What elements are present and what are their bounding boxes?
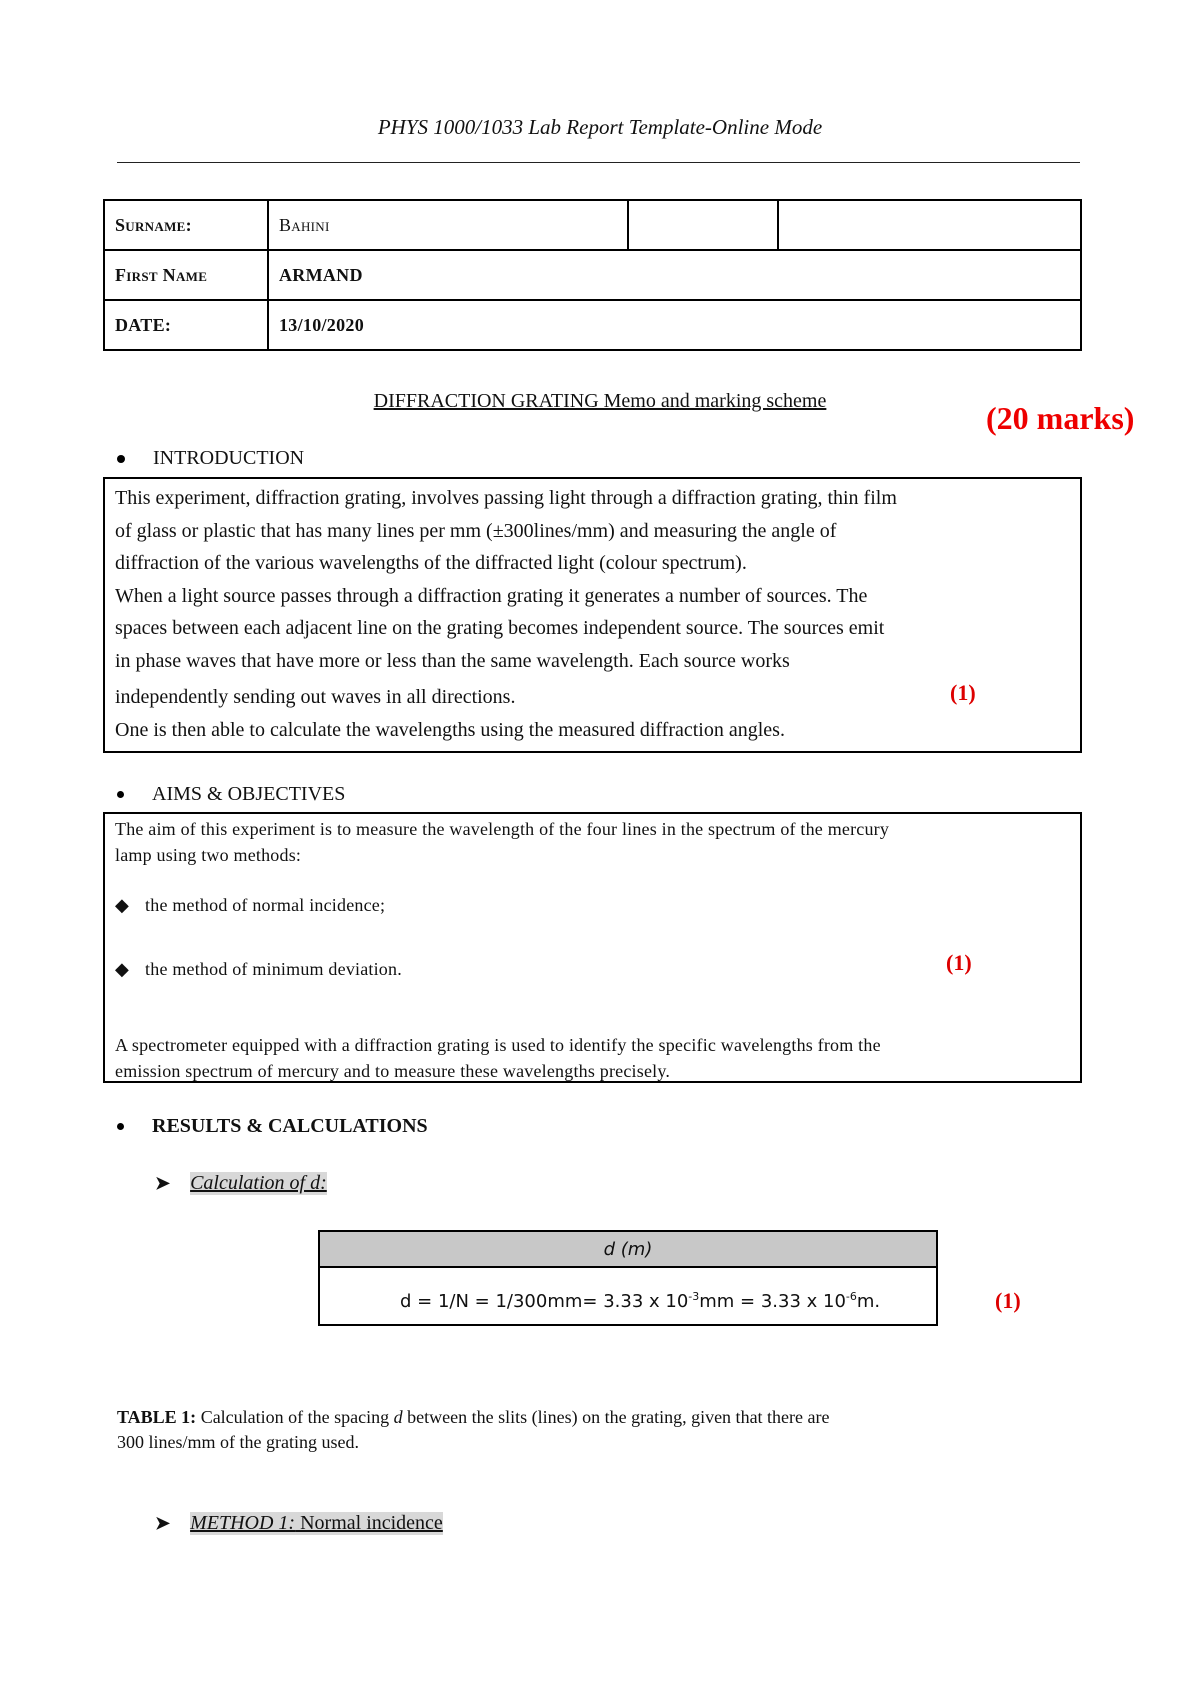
first-name-value: ARMAND bbox=[268, 250, 1081, 300]
caption-line: 300 lines/mm of the grating used. bbox=[117, 1432, 359, 1452]
aims-box bbox=[103, 812, 1082, 1083]
exponent: -3 bbox=[688, 1290, 700, 1303]
table-row bbox=[104, 200, 1081, 250]
table-header: d (m) bbox=[319, 1231, 937, 1267]
intro-line: spaces between each adjacent line on the grating becomes independent source. The sources emit bbox=[115, 617, 885, 639]
intro-line: of glass or plastic that has many lines per mm (±300lines/mm) and measuring the angle of bbox=[115, 519, 837, 542]
calc-d-label: Calculation of d: bbox=[190, 1172, 327, 1194]
method1-label: METHOD 1: bbox=[190, 1512, 296, 1534]
caption-text: between the slits (lines) on the grating, given that there are bbox=[402, 1407, 830, 1427]
aims-heading-text: AIMS & OBJECTIVES bbox=[152, 783, 346, 805]
aims-heading bbox=[117, 783, 345, 806]
method-text: the method of minimum deviation. bbox=[145, 959, 402, 979]
introduction-heading bbox=[117, 447, 304, 470]
method1-subheading bbox=[155, 1512, 443, 1535]
empty-cell bbox=[628, 200, 778, 250]
intro-line: One is then able to calculate the wavelengths using the measured diffraction angles. bbox=[115, 718, 785, 741]
bullet-icon bbox=[117, 1123, 124, 1130]
first-name-label: First Name bbox=[104, 250, 268, 300]
exponent: -6 bbox=[845, 1290, 857, 1303]
results-heading-text: RESULTS & CALCULATIONS bbox=[152, 1115, 428, 1137]
date-label: DATE: bbox=[104, 300, 268, 350]
method-list-item bbox=[115, 892, 1070, 918]
d-formula-cell bbox=[319, 1267, 937, 1325]
table-row bbox=[104, 300, 1081, 350]
document-title: DIFFRACTION GRATING Memo and marking scheme bbox=[373, 390, 827, 412]
aims-closing-line: A spectrometer equipped with a diffraction grating is used to identify the specific wavelengths from the bbox=[115, 1035, 881, 1055]
d-formula-part: m. bbox=[856, 1291, 881, 1312]
caption-variable: d bbox=[393, 1407, 403, 1427]
caption-label: TABLE 1: bbox=[117, 1407, 197, 1427]
arrow-bullet-icon: ➤ bbox=[155, 1513, 171, 1533]
document-header-title: PHYS 1000/1033 Lab Report Template-Online Mode bbox=[377, 115, 823, 139]
d-formula bbox=[400, 1290, 880, 1324]
d-formula-part: mm = 3.33 x 10 bbox=[699, 1291, 846, 1312]
intro-line: independently sending out waves in all directions. bbox=[115, 686, 516, 708]
aims-mark: (1) bbox=[946, 950, 972, 975]
date-value: 13/10/2020 bbox=[268, 300, 1081, 350]
header-divider bbox=[117, 162, 1080, 163]
method-text: the method of normal incidence; bbox=[145, 895, 386, 915]
intro-line: This experiment, diffraction grating, involves passing light through a diffraction grating, thin film bbox=[115, 487, 897, 509]
introduction-heading-text: INTRODUCTION bbox=[153, 447, 305, 469]
method1-text: Normal incidence bbox=[295, 1512, 443, 1534]
introduction-mark: (1) bbox=[950, 680, 976, 705]
diamond-bullet-icon: ◆ bbox=[115, 959, 130, 979]
d-calculation-table bbox=[318, 1230, 938, 1326]
aims-intro-line: lamp using two methods: bbox=[115, 845, 302, 865]
method1-label-wrap bbox=[190, 1512, 443, 1535]
d-formula-part: d = 1/N = 1/300mm= 3.33 x 10 bbox=[400, 1291, 689, 1312]
introduction-box bbox=[103, 477, 1082, 753]
table-caption bbox=[117, 1405, 1017, 1455]
aims-closing-line: emission spectrum of mercury and to measure these wavelengths precisely. bbox=[115, 1061, 671, 1081]
surname-value: Bahini bbox=[268, 200, 628, 250]
diamond-bullet-icon: ◆ bbox=[115, 895, 130, 915]
caption-line bbox=[117, 1405, 1017, 1430]
student-info-table bbox=[103, 199, 1082, 351]
arrow-bullet-icon: ➤ bbox=[155, 1173, 171, 1193]
d-calc-mark: (1) bbox=[995, 1288, 1021, 1313]
bullet-icon bbox=[117, 455, 125, 463]
results-heading bbox=[117, 1115, 428, 1138]
method-list-item bbox=[115, 956, 1070, 982]
total-marks: (20 marks) bbox=[986, 400, 1135, 436]
aims-intro-line: The aim of this experiment is to measure the wavelength of the four lines in the spectrum of the mercury bbox=[115, 819, 890, 839]
empty-cell bbox=[778, 200, 1081, 250]
surname-label: Surname: bbox=[104, 200, 268, 250]
intro-line: When a light source passes through a diffraction grating it generates a number of sources. The bbox=[115, 584, 868, 607]
table-row bbox=[319, 1267, 937, 1325]
bullet-icon bbox=[117, 791, 124, 798]
caption-text: Calculation of the spacing bbox=[196, 1407, 394, 1427]
table-row bbox=[319, 1231, 937, 1267]
calc-d-subheading bbox=[155, 1172, 327, 1195]
intro-line: diffraction of the various wavelengths of the diffracted light (colour spectrum). bbox=[115, 552, 747, 574]
table-row bbox=[104, 250, 1081, 300]
intro-line: in phase waves that have more or less than the same wavelength. Each source works bbox=[115, 649, 790, 672]
